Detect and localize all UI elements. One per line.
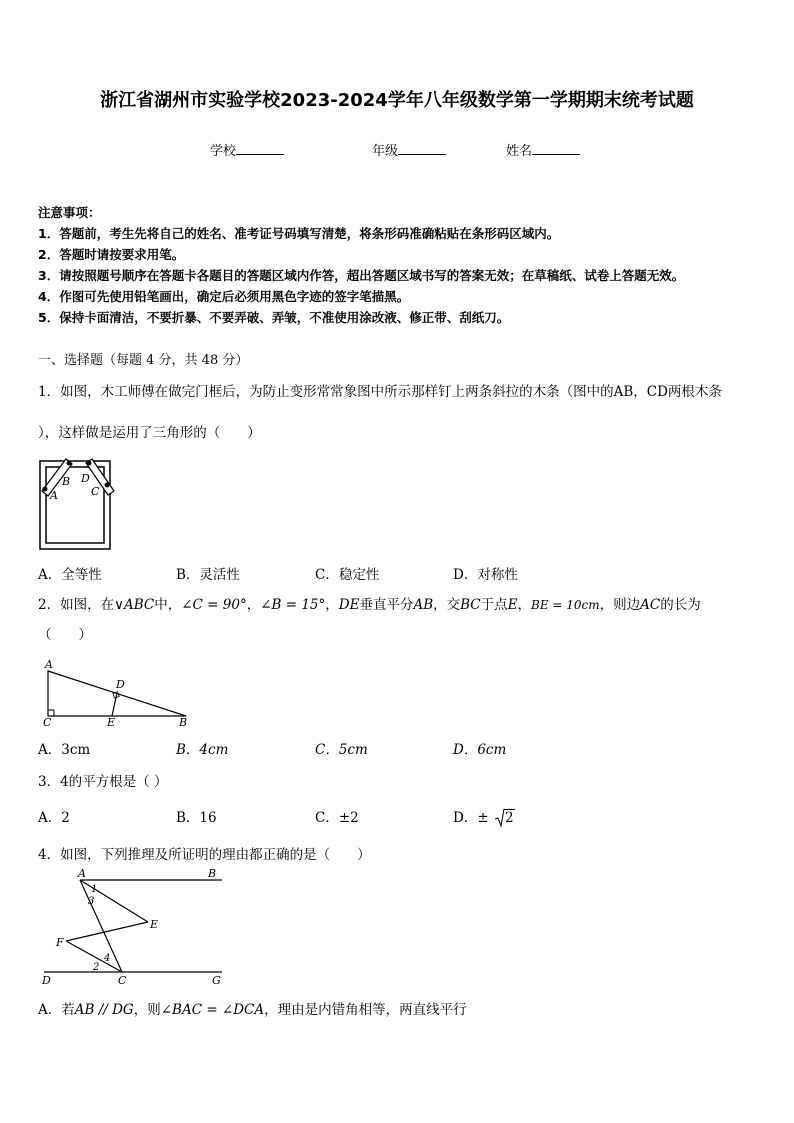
figure-label: G [212, 974, 221, 987]
segment-ac [80, 880, 122, 972]
q2-math: AC [640, 597, 661, 613]
q2-text-part: ，则边 [599, 597, 641, 613]
figure-label: C [118, 974, 127, 987]
q2-math: AB [413, 597, 434, 613]
figure-label: B [208, 867, 217, 880]
sqrt-radicand: 2 [504, 810, 514, 826]
q4-option-text: ，则 [133, 1002, 161, 1018]
figure-label: E [150, 918, 159, 931]
q2-text-part: 中， [154, 597, 182, 613]
figure-label: 1 [91, 884, 98, 895]
q4-option-a[interactable] [38, 998, 467, 1018]
q1-option-b[interactable]: B．灵活性 [176, 567, 240, 583]
note-item: 3．请按照题号顺序在答题卡各题目的答题区域内作答，超出答题区域书写的答案无效；在草稿纸、试卷上答题无效。 [38, 268, 685, 283]
q2-math: DE [338, 597, 360, 613]
q2-math: BC [460, 597, 481, 613]
note-item: 5．保持卡面清洁，不要折暴、不要弄破、弄皱，不准使用涂改液、修正带、刮纸刀。 [38, 310, 510, 325]
name-blank[interactable] [532, 142, 580, 155]
figure-label: D [116, 678, 125, 691]
grade-label: 年级 [372, 144, 399, 159]
figure-label: B [62, 475, 71, 488]
figure-label: B [179, 716, 188, 726]
figure-label: A [50, 489, 58, 502]
q2-option-b[interactable]: B．4cm [176, 742, 229, 758]
school-blank[interactable] [236, 142, 284, 155]
section-heading: 一、选择题（每题 4 分，共 48 分） [38, 353, 249, 368]
q4-option-text: ，理由是内错角相等，两直线平行 [264, 1002, 467, 1018]
q1-option-d[interactable]: D．对称性 [453, 567, 518, 583]
q2-math: ∨ABC [114, 597, 155, 613]
q2-text-line1 [38, 593, 701, 613]
q4-parallel-lines-figure [36, 866, 236, 991]
q4-option-math: ∠BAC = ∠DCA [160, 1002, 265, 1018]
q2-text-part: ， [517, 597, 531, 613]
nail-d [87, 461, 92, 466]
figure-label: F [56, 936, 64, 949]
figure-label: A [45, 658, 53, 671]
name-label: 姓名 [506, 144, 533, 159]
q3-option-a[interactable]: A．2 [38, 810, 70, 826]
q3-option-d[interactable] [453, 806, 515, 826]
q4-text: 4．如图，下列推理及所证明的理由都正确的是（ ） [38, 847, 371, 863]
q1-text-line1: 1．如图，木工师傅在做完门框后，为防止变形常常象图中所示那样钉上两条斜拉的木条（图中的AB，CD两根木条 [38, 384, 722, 400]
q1-option-a[interactable]: A．全等性 [38, 567, 102, 583]
q2-math: BE = 10cm [531, 598, 600, 612]
q2-text-part: ， [325, 597, 339, 613]
q4-option-math: AB // DG [74, 1002, 134, 1018]
figure-label: E [107, 716, 116, 726]
q3-option-d-label: D．± [453, 810, 489, 826]
segment-de [112, 693, 117, 716]
note-item: 2．答题时请按要求用笔。 [38, 247, 185, 262]
q2-triangle-figure [40, 656, 200, 726]
q1-door-frame-figure [36, 455, 126, 555]
figure-label: 3 [88, 896, 95, 907]
q1-option-c[interactable]: C．稳定性 [315, 567, 380, 583]
figure-label: C [91, 485, 100, 498]
school-label: 学校 [210, 144, 237, 159]
notes-heading: 注意事项： [38, 205, 101, 220]
page-title: 浙江省湖州市实验学校2023-2024学年八年级数学第一学期期末统考试题 [100, 90, 694, 111]
q3-text: 3．4的平方根是（ ） [38, 774, 168, 790]
q2-text-part: 垂直平分 [359, 597, 414, 613]
note-item: 1．答题前，考生先将自己的姓名、准考证号码填写清楚，将条形码准确粘贴在条形码区域内。 [38, 226, 560, 241]
figure-label: D [42, 974, 51, 987]
nail-c [105, 483, 110, 488]
figure-label: A [78, 867, 86, 880]
q2-text-part: ， [246, 597, 261, 613]
name-field [506, 140, 580, 159]
figure-label: C [43, 716, 52, 726]
q3-option-b[interactable]: B．16 [176, 810, 217, 826]
q2-option-c[interactable]: C．5cm [315, 742, 368, 758]
q1-text-line2: ），这样做是运用了三角形的（ ） [38, 425, 261, 441]
note-item: 4．作图可先使用铅笔画出，确定后必须用黑色字迹的签字笔描黑。 [38, 289, 410, 304]
figure-label: D [81, 472, 90, 485]
q2-math: ∠C = 90° [181, 597, 247, 613]
q2-text-line2: （ ） [38, 627, 92, 643]
q4-option-text: A．若 [38, 1002, 75, 1018]
figure-label: 4 [104, 953, 111, 964]
grade-blank[interactable] [398, 142, 446, 155]
figure-label: 2 [93, 962, 100, 973]
q2-math: E [507, 597, 518, 613]
radical-sign-icon [495, 808, 505, 828]
q2-option-d[interactable]: D．6cm [453, 742, 507, 758]
nail-a [43, 487, 48, 492]
q2-math: ∠B = 15° [260, 597, 326, 613]
school-field [210, 140, 284, 159]
nail-b [67, 461, 72, 466]
q2-text-part: 的长为 [660, 597, 701, 613]
sqrt-symbol [495, 810, 515, 826]
q2-text-part: 于点 [480, 597, 508, 613]
q2-text-part: ，交 [433, 597, 461, 613]
q2-option-a[interactable]: A．3cm [38, 742, 91, 758]
q2-text-part: 2．如图，在 [38, 597, 115, 613]
q3-option-c[interactable]: C．±2 [315, 810, 359, 826]
grade-field [372, 140, 446, 159]
